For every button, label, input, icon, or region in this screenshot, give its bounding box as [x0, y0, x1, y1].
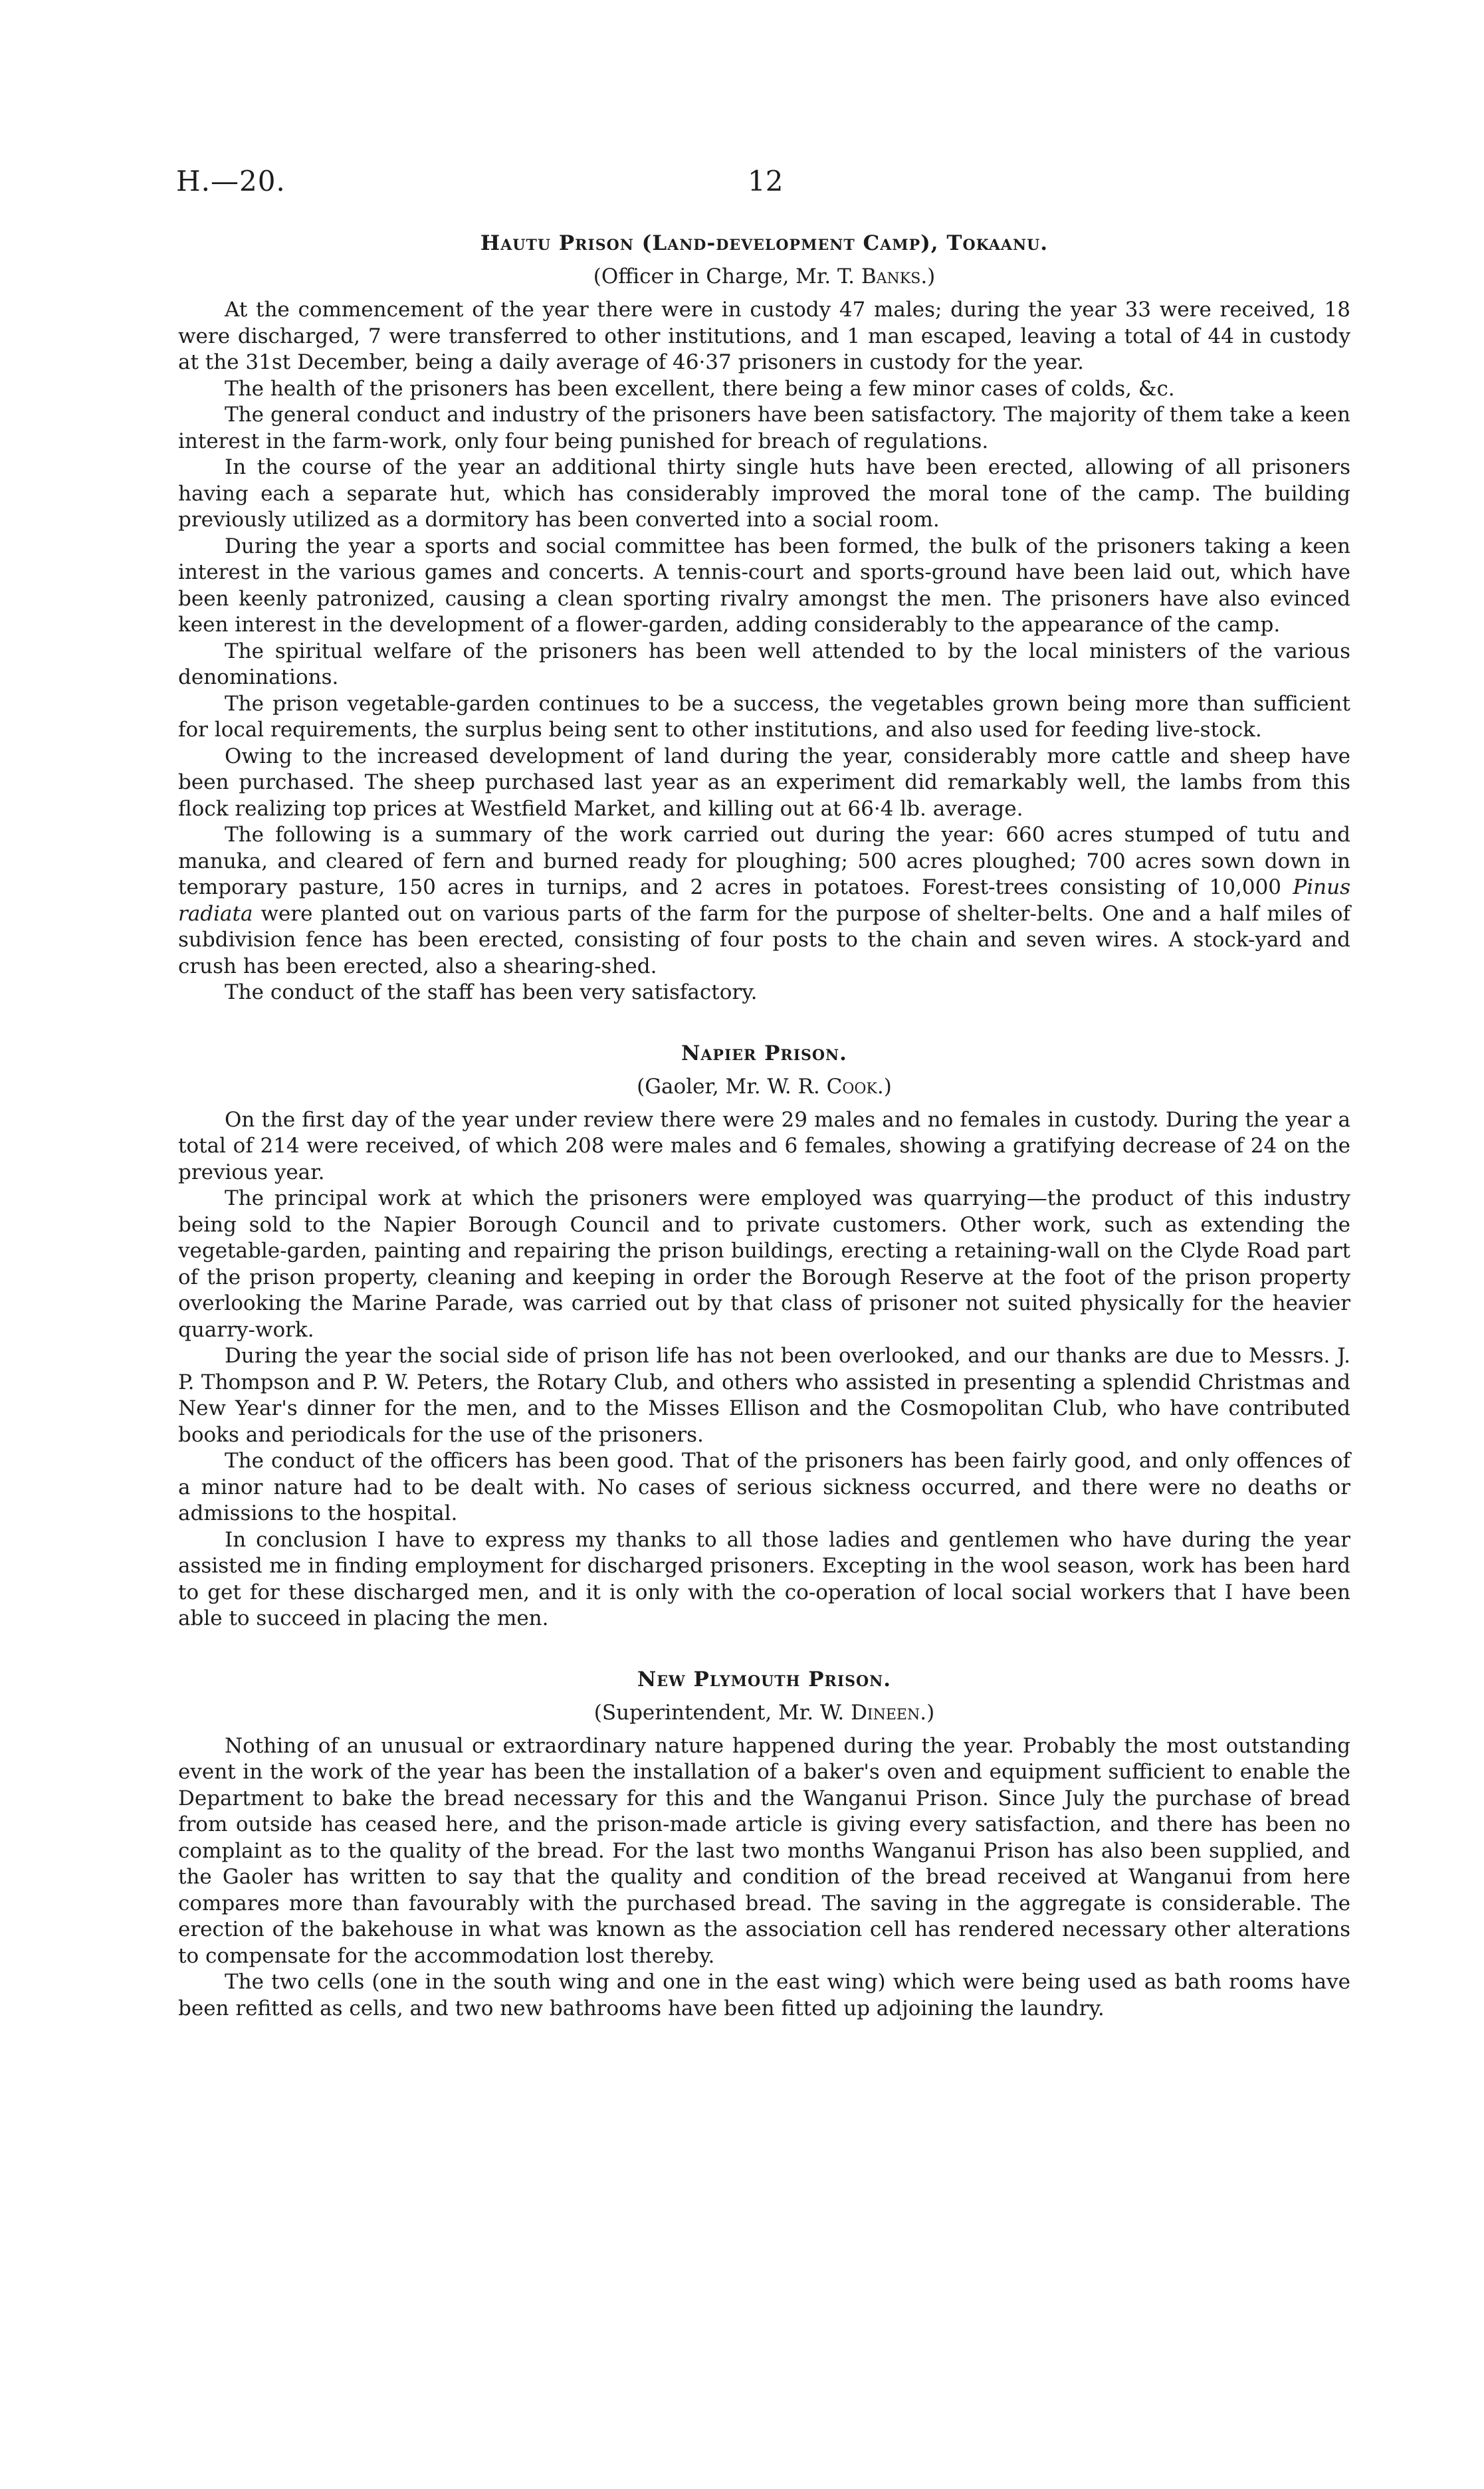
paragraph: The conduct of the officers has been good. That of the prisoners has been fairly good, and only offences of a minor nature had to be dealt with. No cases of serious sickness occurred, and there were no deaths or admissions to the hospital. [178, 1449, 1350, 1525]
paragraph: Nothing of an unusual or extraordinary nature happened during the year. Probably the most outstanding event in the work of the year has been the installation of a baker's oven and equipment sufficient to enable the Department to bake the bread necessary for this and the Wanganui Prison. Since July the purchase of bread from outside has ceased here, and the prison-made article is giving every satisfaction, and there has been no complaint as to the quality of the bread. For the last two months Wanganui Prison has also been supplied, and the Gaoler has written to say that the quality and condition of the bread received at Wanganui from here compares more than favourably with the purchased bread. The saving in the aggregate is considerable. The erection of the bakehouse in what was known as the association cell has rendered necessary other alterations to compensate for the accommodation lost thereby. [178, 1733, 1350, 1968]
section-spacer [178, 1632, 1350, 1666]
running-header [176, 165, 1352, 205]
section-subtitle [178, 263, 1350, 290]
section-subtitle [178, 1073, 1350, 1101]
section-napier-prison [178, 1039, 1350, 1632]
paragraph: During the year the social side of prison life has not been overlooked, and our thanks are due to Messrs. J. P. Thompson and P. W. Peters, the Rotary Club, and others who assisted in presenting a splendid Christmas and New Year's dinner for the men, and to the Misses Ellison and the Cosmopolitan Club, who have contributed books and periodicals for the use of the prisoners. [178, 1344, 1350, 1447]
section-subtitle [178, 1699, 1350, 1727]
paragraph: The principal work at which the prisoners were employed was quarrying—the product of this industry being sold to the Napier Borough Council and to private customers. Other work, such as extending the vegetable-garden, painting and repairing the prison buildings, erecting a retaining-wall on the Clyde Road part of the prison property, cleaning and keeping in order the Borough Reserve at the foot of the prison property overlooking the Marine Parade, was carried out by that class of prisoner not suited physically for the heavier quarry-work. [178, 1186, 1350, 1342]
document-reference: H.—20. [176, 165, 286, 197]
summary-paragraph [178, 822, 1350, 980]
section-spacer [178, 1006, 1350, 1039]
paragraph: The general conduct and industry of the prisoners have been satisfactory. The majority of them take a keen interest in the farm-work, only four being punished for breach of regulations. [178, 403, 1350, 453]
paragraph: During the year a sports and social committee has been formed, the bulk of the prisoners taking a keen interest in the various games and concerts. A tennis-court and sports-ground have been laid out, which have been keenly patronized, causing a clean sporting rivalry amongst the men. The prisoners have also evinced keen interest in the development of a flower-garden, adding considerably to the appearance of the camp. [178, 534, 1350, 637]
paragraph: In conclusion I have to express my thanks to all those ladies and gentlemen who have during the year assisted me in finding employment for discharged prisoners. Excepting in the wool season, work has been hard to get for these discharged men, and it is only with the co-operation of local social workers that I have been able to succeed in placing the men. [178, 1527, 1350, 1630]
officer-name: Cook [826, 1074, 877, 1099]
subtitle-prefix: (Gaoler, Mr. W. R. [637, 1074, 827, 1099]
subtitle-suffix: .) [920, 265, 936, 288]
paragraph: The prison vegetable-garden continues to be a success, the vegetables grown being more than sufficient for local requirements, the surplus being sent to other institutions, and also used for feeding live-stock. [178, 691, 1350, 742]
page-number: 12 [748, 165, 784, 197]
species-name: Pinus radiata [178, 875, 1350, 926]
section-title: Napier Prison. [681, 1041, 847, 1065]
paragraph: The health of the prisoners has been excellent, there being a few minor cases of colds, &c. [225, 376, 1175, 401]
summary-text-after: were planted out on various parts of the farm for the purpose of shelter-belts. One and a half miles of subdivision fence has been erected, consisting of four posts to the chain and seven wires. A stock-yard and crush has been erected, also a shearing-shed. [178, 901, 1350, 978]
subtitle-prefix: (Superintendent, Mr. W. [593, 1700, 851, 1725]
paragraph: At the commencement of the year there were in custody 47 males; during the year 33 were received, 18 were discharged, 7 were transferred to other institutions, and 1 man escaped, leaving a total of 44 in custody at the 31st December, being a daily average of 46·37 prisoners in custody for the year. [178, 298, 1350, 374]
paragraph: The two cells (one in the south wing and one in the east wing) which were being used as bath rooms have been refitted as cells, and two new bathrooms have been fitted up adjoining the laundry. [178, 1970, 1350, 2020]
subtitle-prefix: (Officer in Charge, Mr. T. [593, 265, 861, 288]
section-hautu-prison [178, 229, 1350, 1006]
closing-paragraph: The conduct of the staff has been very satisfactory. [225, 980, 758, 1004]
section-new-plymouth-prison [178, 1666, 1350, 2022]
paragraph: On the first day of the year under review there were 29 males and no females in custody. During the year a total of 214 were received, of which 208 were males and 6 females, showing a gratifying decrease of 24 on the previous year. [178, 1107, 1350, 1184]
section-title: Hautu Prison (Land-development Camp), Tokaanu. [480, 231, 1049, 255]
officer-name: Dineen [851, 1700, 920, 1725]
section-title: New Plymouth Prison. [637, 1667, 892, 1691]
paragraph: The spiritual welfare of the prisoners has been well attended to by the local ministers of the various denominations. [178, 639, 1350, 689]
document-body [178, 229, 1350, 2022]
subtitle-suffix: .) [877, 1074, 892, 1099]
summary-text-before: The following is a summary of the work carried out during the year: 660 acres stumped of tutu and manuka, and cleared of fern and burned ready for ploughing; 500 acres ploughed; 700 acres sown down in temporary pasture, 150 acres in turnips, and 2 acres in potatoes. Forest-trees consisting of 10,000 [178, 823, 1350, 899]
subtitle-suffix: .) [920, 1700, 935, 1725]
paragraph: In the course of the year an additional thirty single huts have been erected, allowing of all prisoners having each a separate hut, which has considerably improved the moral tone of the camp. The building previously utilized as a dormitory has been converted into a social room. [178, 455, 1350, 532]
officer-name: Banks [861, 265, 921, 288]
paragraph: Owing to the increased development of land during the year, considerably more cattle and sheep have been purchased. The sheep purchased last year as an experiment did remarkably well, the lambs from this flock realizing top prices at Westfield Market, and killing out at 66·4 lb. average. [178, 744, 1350, 821]
